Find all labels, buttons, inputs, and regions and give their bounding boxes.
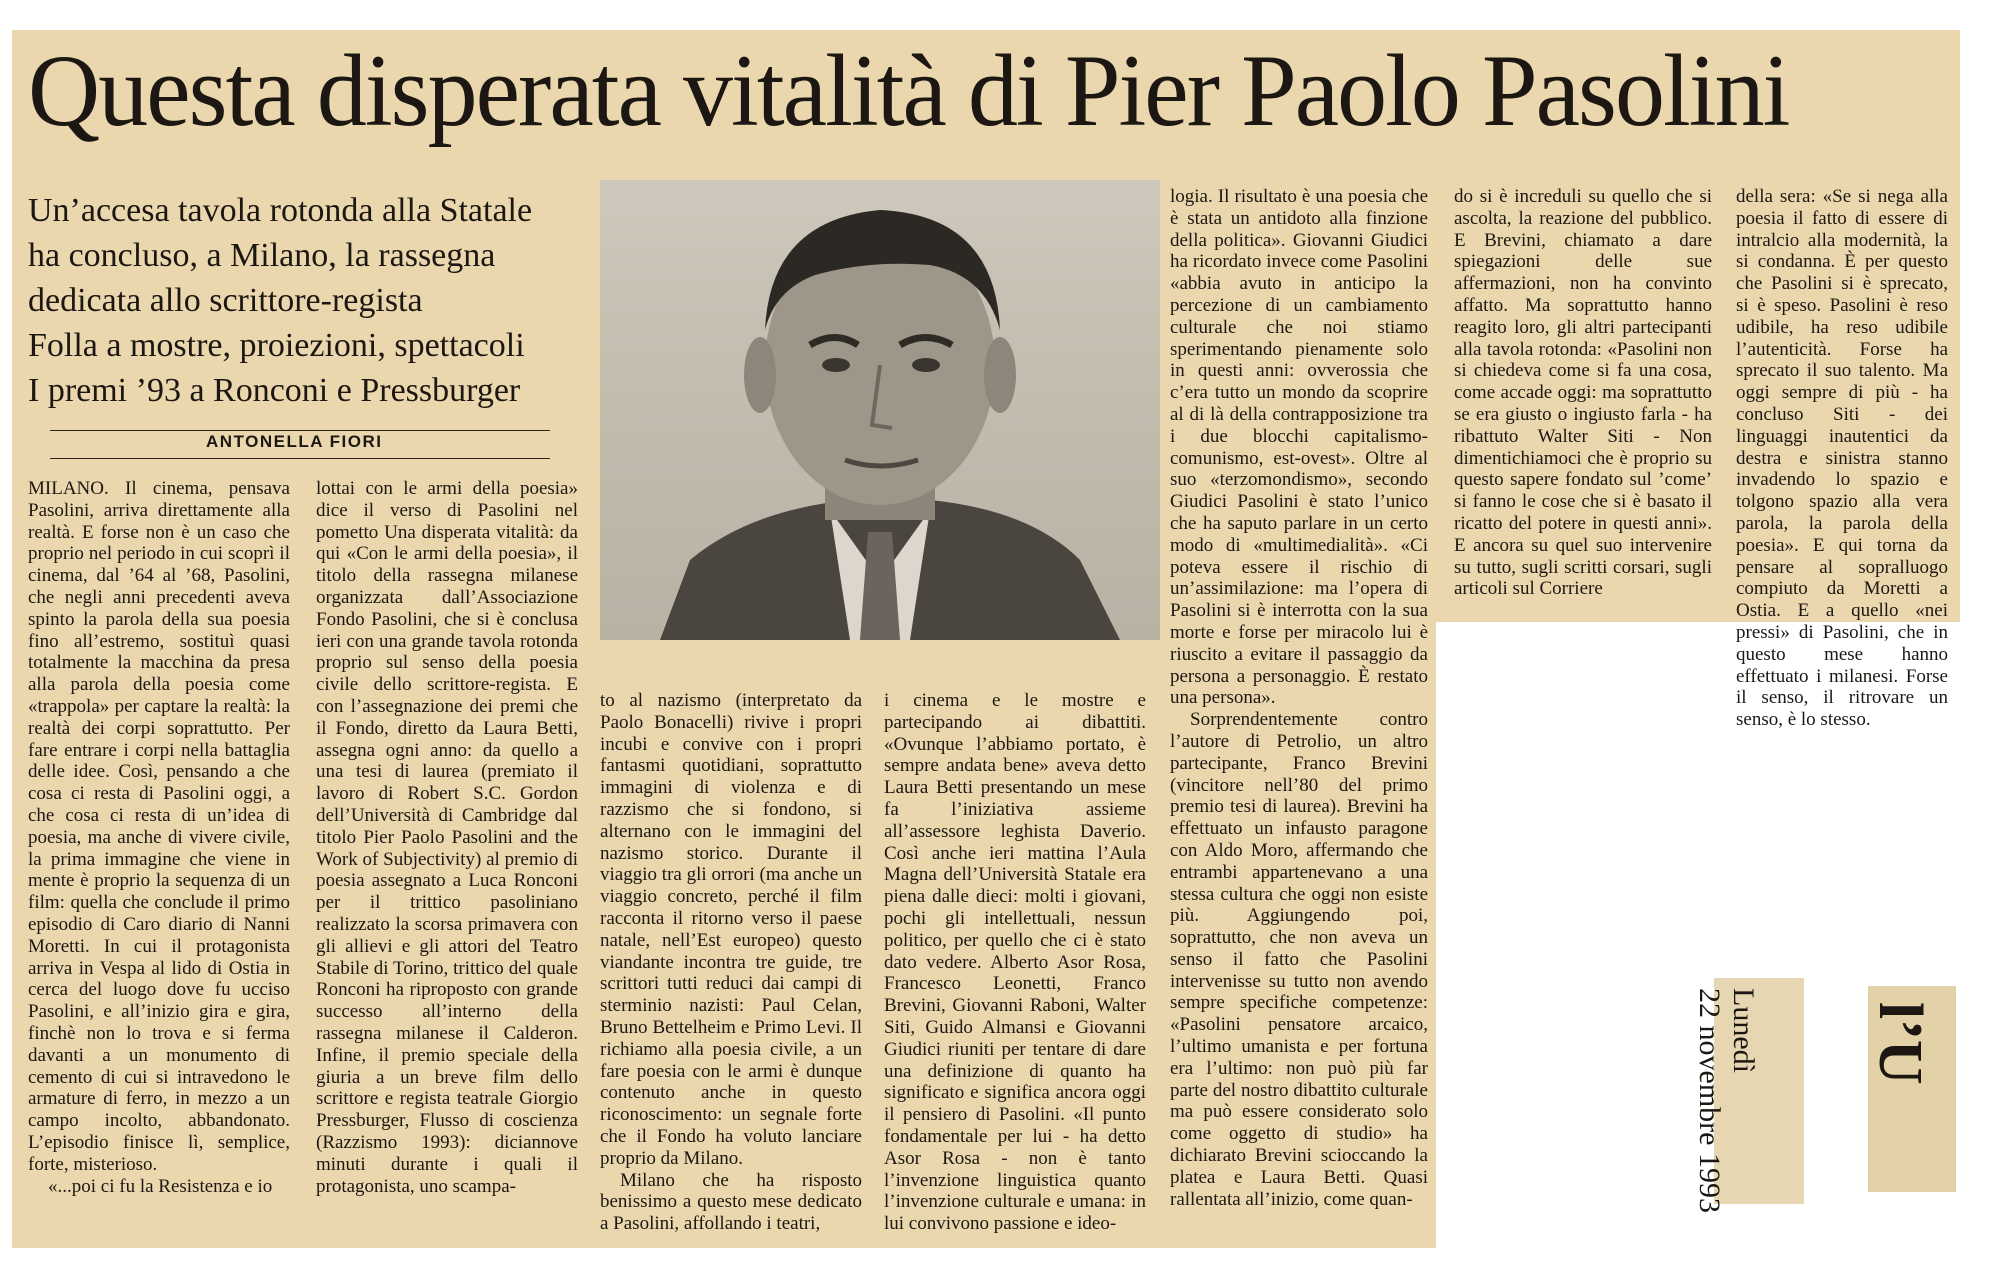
paragraph: Milano che ha risposto benissimo a questo mese dedicato a Pasolini, affollando i teatri, bbox=[600, 1169, 862, 1235]
article-column-1 bbox=[28, 478, 290, 1197]
article-column-4 bbox=[884, 690, 1146, 1235]
byline: ANTONELLA FIORI bbox=[206, 432, 383, 451]
portrait-photo bbox=[600, 180, 1160, 640]
article-column-6 bbox=[1454, 186, 1712, 600]
paragraph: to al nazismo (interpretato da Paolo Bonacelli) rivive i propri incubi e convive con i propri fantasmi quotidiani, soprattutto immagini di violenza e di razzismo che si fondono, si alternano con le immagini del nazismo storico. Durante il viaggio tra gli orrori (ma anche un viaggio concreto, perché il film racconta il ritorno verso il paese natale, nell’Est europeo) questo viandante incontra tre guide, tre scrittori tutti reduci dai campi di sterminio nazisti: Paul Celan, Bruno Bettelheim e Primo Levi. Il richiamo alla poesia civile, a un fare poesia con le armi è dunque contenuto anche in questo riconoscimento: un segnale forte che il Fondo ha voluto lanciare proprio da Milano. bbox=[600, 690, 862, 1169]
paragraph: i cinema e le mostre e partecipando ai dibattiti. «Ovunque l’abbiamo portato, è sempre andata bene» aveva detto Laura Betti presentando un mese fa l’iniziativa assieme all’assessore leghista Daverio. Così anche ieri mattina l’Aula Magna dell’Università Statale era piena dalle dieci: molti i giovani, pochi gli intellettuali, nessun politico, per quello che ci è stato dato vedere. Alberto Asor Rosa, Francesco Leonetti, Franco Brevini, Giovanni Raboni, Walter Siti, Guido Almansi e Giovanni Giudici riuniti per tentare di dare una definizione di quanto ha significato e significa ancora oggi il pensiero di Pasolini. «Il punto fondamentale per lui - ha detto Asor Rosa - non è tanto l’invenzione linguistica quanto l’invenzione culturale e umana: in lui convivono passione e ideo- bbox=[884, 690, 1146, 1235]
subhead-line: I premi ’93 a Ronconi e Pressburger bbox=[28, 372, 521, 409]
byline-rule-bottom bbox=[50, 458, 550, 459]
article-column-3 bbox=[600, 690, 862, 1235]
subhead-line: ha concluso, a Milano, la rassegna bbox=[28, 237, 496, 274]
subhead-line: Folla a mostre, proiezioni, spettacoli bbox=[28, 327, 525, 364]
paragraph: logia. Il risultato è una poesia che è stata un antidoto alla finzione della politica». Giovanni Giudici ha ricordato invece come Pasolini «abbia avuto in anticipo la percezione di un cambiamento culturale che noi stiamo sperimentando pienamente solo in questi anni: ovverossia che c’era tutto un mondo da scoprire al di là della contrapposizione tra i due blocchi capitalismo-comunismo, est-ovest». Oltre al suo «terzomondismo», secondo Giudici Pasolini è stato l’unico che ha saputo parlare in un certo modo di «multimedialità». «Ci poteva essere il rischio di un’assimilazione: ma l’opera di Pasolini si è interrotta con la sua morte e forse per miracolo lui è riuscito a evitare il passaggio da persona a personaggio. È restato una persona». bbox=[1170, 186, 1428, 709]
date: 22 novembre 1993 bbox=[1693, 988, 1726, 1213]
article-column-2 bbox=[316, 478, 578, 1197]
paragraph: Sorprendentemente contro l’autore di Petrolio, un altro partecipante, Franco Brevini (vincitore nell’80 del primo premio tesi di laurea). Brevini ha effettuato un infausto paragone con Aldo Moro, affermando che entrambi appartenevano a una stessa cultura che oggi non esiste più. Aggiungendo poi, soprattutto, che non aveva un senso il fatto che Pasolini intervenisse su tutto non avendo sempre specifiche competenze: «Pasolini pensatore arcaico, l’ultimo umanista e per fortuna era l’ultimo: non può più far parte del nostro dibattito culturale ma può essere considerato solo come oggetto di studio» ha dichiarato Brevini scioccando la platea e Laura Betti. Quasi rallentata all’inizio, come quan- bbox=[1170, 709, 1428, 1210]
subheadline bbox=[28, 188, 588, 413]
subhead-line: dedicata allo scrittore-regista bbox=[28, 282, 423, 319]
article-column-7 bbox=[1736, 186, 1948, 731]
date-line bbox=[1692, 988, 1760, 1213]
headline: Questa disperata vitalità di Pier Paolo Pasolini bbox=[28, 34, 1789, 148]
paragraph: do si è increduli su quello che si ascolta, la reazione del pubblico. E Brevini, chiamato a dare spiegazioni delle sue affermazioni, non ha convinto affatto. Ma soprattutto hanno reagito loro, gli altri partecipanti alla tavola rotonda: «Pasolini non si chiedeva come si fa una cosa, come accade oggi: ma soprattutto se era giusto o ingiusto farla - ha ribattuto Walter Siti - Non dimentichiamoci che è proprio su questo sapere fondato sul ’come’ si fanno le cose che si è basato il ricatto del potere in questi anni». E ancora su quel suo intervenire su tutto, sugli scritti corsari, sugli articoli sul Corriere bbox=[1454, 186, 1712, 600]
portrait-illustration bbox=[600, 180, 1160, 640]
weekday: Lunedì bbox=[1727, 988, 1760, 1073]
paragraph: della sera: «Se si nega alla poesia il fatto di essere di intralcio alla modernità, la si condanna. È per questo che Pasolini si è sprecato, si è speso. Pasolini è reso udibile, ha reso udibile l’autenticità. Forse ha sprecato il suo talento. Ma oggi sempre di più - ha concluso Siti - dei linguaggi inautentici da destra e sinistra stanno invadendo lo spazio e tolgono spazio alla vera parola, la parola della poesia». E qui torna da pensare al sopralluogo compiuto da Moretti a Ostia. E a quello «nei pressi» di Pasolini, che in questo mese hanno effettuato i milanesi. Forse il senso, il ritrovare un senso, è lo stesso. bbox=[1736, 186, 1948, 731]
byline-rule bbox=[50, 430, 550, 431]
paragraph: lottai con le armi della poesia» dice il verso di Pasolini nel pometto Una disperata vitalità: da qui «Con le armi della poesia», il titolo della rassegna milanese organizzata dall’Associazione Fondo Pasolini, che si è conclusa ieri con una grande tavola rotonda proprio sul senso della poesia civile dello scrittore-regista. E con l’assegnazione dei premi che il Fondo, diretto da Laura Betti, assegna ogni anno: da quello a una tesi di laurea (premiato il lavoro di Robert S.C. Gordon dell’Università di Cambridge dal titolo Pier Paolo Pasolini and the Work of Subjectivity) al premio di poesia assegnato a Luca Ronconi per il trittico pasoliniano realizzato la scorsa primavera con gli allievi e gli attori del Teatro Stabile di Torino, trittico del quale Ronconi ha riproposto con grande successo all’interno della rassegna milanese il Calderon. Infine, il premio speciale della giuria a un breve film dello scrittore e regista teatrale Giorgio Pressburger, Flusso di coscienza (Razzismo 1993): diciannove minuti durante i quali il protagonista, uno scampa- bbox=[316, 478, 578, 1197]
paragraph: «...poi ci fu la Resistenza e io bbox=[48, 1175, 273, 1197]
article-column-5 bbox=[1170, 186, 1428, 1210]
paragraph: MILANO. Il cinema, pensava Pasolini, arriva direttamente alla realtà. E forse non è un caso che proprio nel periodo in cui scoprì il cinema, dal ’64 al ’68, Pasolini, che negli anni precedenti aveva spinto la parola della sua poesia fino all’estremo, sostituì quasi totalmente la macchina da presa alla parola della poesia come «trappola» per captare la realtà: la realtà dei corpi soprattutto. Per fare entrare i corpi nella battaglia delle idee. Così, pensando a che cosa ci resta di Pasolini oggi, a che cosa ci resta di un’idea di poesia, ma anche di vivere civile, la prima immagine che viene in mente è proprio la sequenza di un film: quella che conclude il primo episodio di Caro diario di Nanni Moretti. In cui il protagonista arriva in Vespa al lido di Ostia in cerca del luogo dove fu ucciso Pasolini, e all’inizio gira e gira, finchè non lo trova e si ferma davanti a un monumento di cemento di cui si intravedono le armature di ferro, in mezzo a un campo incolto, abbandonato. L’episodio finisce lì, semplice, forte, misterioso. bbox=[28, 478, 290, 1175]
subhead-line: Un’accesa tavola rotonda alla Statale bbox=[28, 192, 533, 229]
newspaper-logo: l’U bbox=[1866, 1002, 1934, 1085]
